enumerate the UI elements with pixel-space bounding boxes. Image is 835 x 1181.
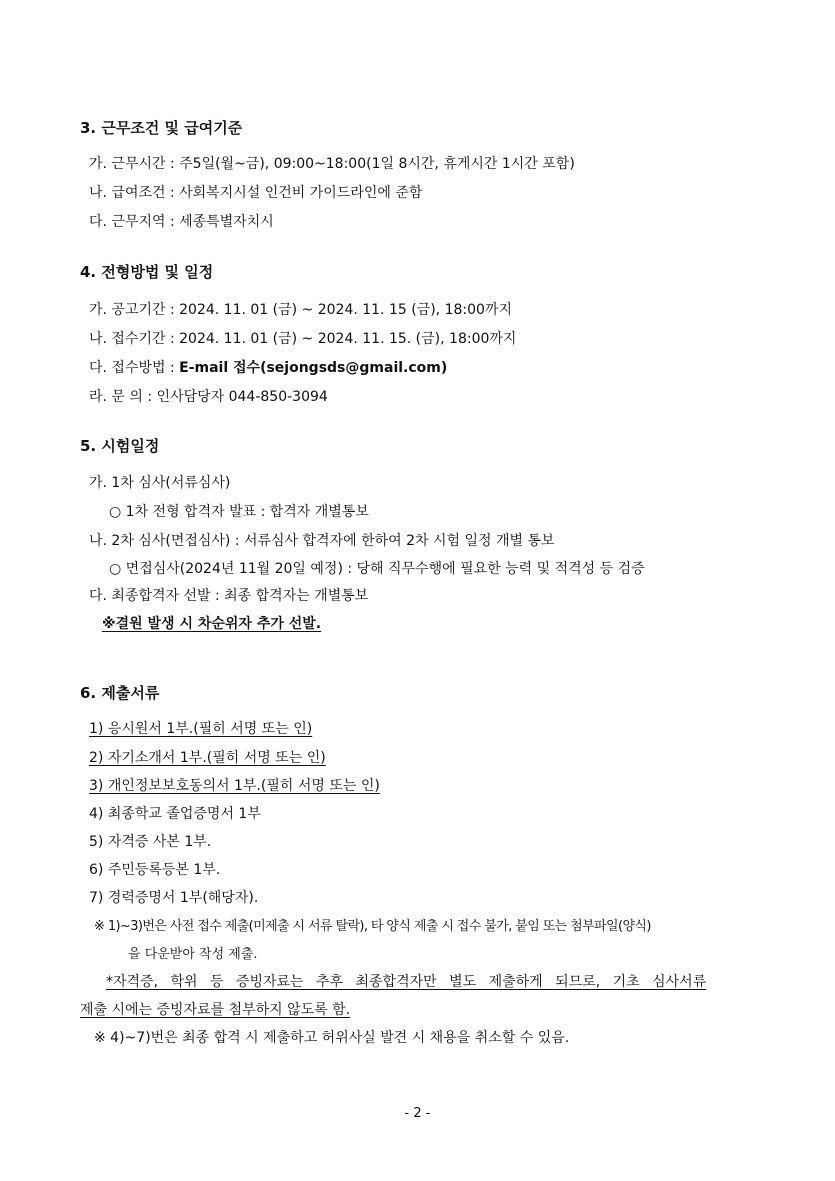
section-5-title: 5. 시험일정: [80, 437, 160, 455]
section-5-item-2: 나. 2차 심사(면접심사) : 서류심사 합격자에 한하여 2차 시험 일정 개별 통보: [89, 533, 555, 549]
document-item-4: 4) 최종학교 졸업증명서 1부: [89, 806, 261, 822]
section-4-item-3: [89, 358, 447, 378]
section-5-subitem-1: ○ 1차 전형 합격자 발표 : 합격자 개별통보: [109, 504, 369, 520]
section-5-subitem-2: ○ 면접심사(2024년 11월 20일 예정) : 당해 직무수행에 필요한 능력 및 적격성 등 검증: [109, 561, 645, 577]
submission-note-3: ※ 4)~7)번은 최종 합격 시 제출하고 허위사실 발견 시 채용을 취소할 수 있음.: [94, 1030, 570, 1046]
section-4-item-1: 가. 공고기간 : 2024. 11. 01 (금) ~ 2024. 11. 15 (금), 18:00까지: [89, 302, 512, 318]
document-item-1: 1) 응시원서 1부.(필히 서명 또는 인): [89, 721, 313, 737]
document-item-2: 2) 자기소개서 1부.(필히 서명 또는 인): [89, 750, 326, 766]
submission-note-1-line-2: 을 다운받아 작성 제출.: [128, 947, 258, 962]
email-application: E-mail 접수(sejongsds@gmail.com): [179, 360, 448, 376]
section-3-item-3: 다. 근무지역 : 세종특별자치시: [89, 214, 274, 230]
page-number: - 2 -: [404, 1106, 431, 1121]
section-5-item-1: 가. 1차 심사(서류심사): [89, 475, 231, 491]
document-item-6: 6) 주민등록등본 1부.: [89, 862, 221, 878]
section-5-note: ※결원 발생 시 차순위자 추가 선발.: [102, 616, 322, 632]
section-4-item-4: 라. 문 의 : 인사담당자 044-850-3094: [89, 389, 328, 405]
section-3-item-2: 나. 급여조건 : 사회복지시설 인건비 가이드라인에 준함: [89, 185, 423, 201]
section-6-title: 6. 제출서류: [80, 684, 160, 702]
submission-note-1-line-1: ※ 1)~3)번은 사전 접수 제출(미제출 시 서류 탈락), 타 양식 제출 시 접수 불가, 붙임 또는 첨부파일(양식): [94, 919, 651, 934]
submission-note-2-line-2: 제출 시에는 증빙자료를 첨부하지 않도록 함.: [80, 1002, 351, 1018]
document-item-5: 5) 자격증 사본 1부.: [89, 834, 212, 850]
section-4-title: 4. 전형방법 및 일정: [80, 263, 214, 281]
section-3-item-1: 가. 근무시간 : 주5일(월~금), 09:00~18:00(1일 8시간, 휴게시간 1시간 포함): [89, 156, 575, 172]
section-5-item-3: 다. 최종합격자 선발 : 최종 합격자는 개별통보: [89, 588, 369, 604]
section-3-title: 3. 근무조건 및 급여기준: [80, 119, 243, 137]
document-item-3: 3) 개인정보보호동의서 1부.(필히 서명 또는 인): [89, 778, 380, 794]
document-item-7: 7) 경력증명서 1부(해당자).: [89, 890, 259, 906]
section-4-item-2: 나. 접수기간 : 2024. 11. 01 (금) ~ 2024. 11. 15. (금), 18:00까지: [89, 331, 517, 347]
submission-note-2-line-1: *자격증, 학위 등 증빙자료는 추후 최종합격자만 별도 제출하게 되므로, 기초 심사서류: [106, 974, 707, 990]
method-label: 다. 접수방법 :: [89, 360, 180, 376]
